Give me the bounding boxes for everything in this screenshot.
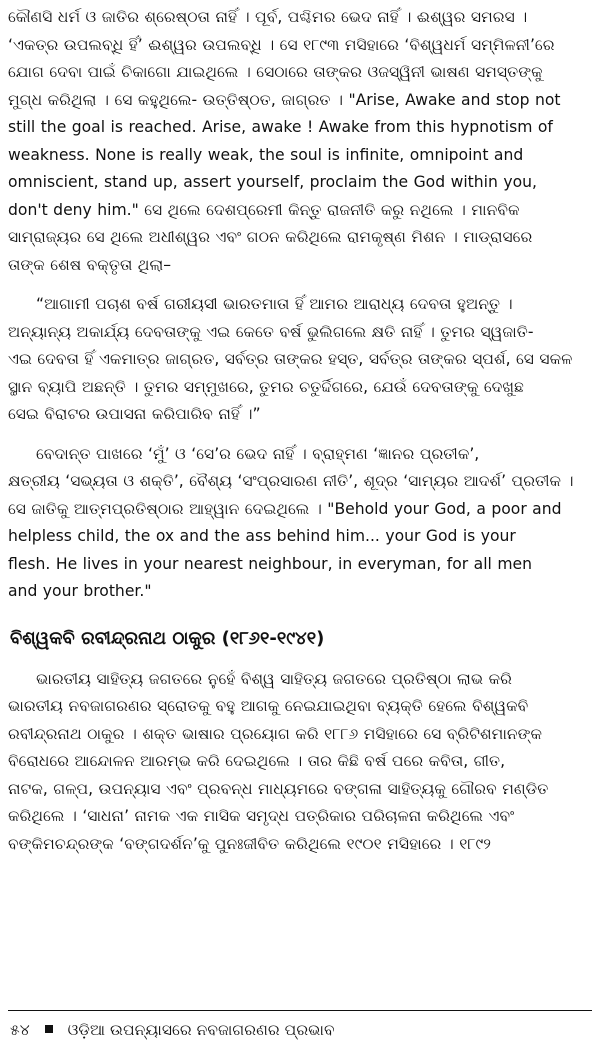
page-footer xyxy=(10,1018,335,1042)
text-line: ରବୀନ୍ଦ୍ରନାଥ ଠାକୁର । ଶକ୍ତ ଭାଷାର ପ୍ରୟୋଗ କରି ୧୮୮୬ ମସିହାରେ ସେ ବ୍ରିଟିଶମାନଙ୍କ xyxy=(8,724,543,743)
text-line: ଅନ୍ୟାନ୍ୟ ଅକାର୍ଯ୍ୟ ଦେବତାଙ୍କୁ ଏଇ କେତେ ବର୍ଷ ଭୁଲିଗଲେ କ୍ଷତି ନାହିଁ । ତୁମର ସ୍ୱଜାତି- xyxy=(8,322,534,341)
text-line: କରିଥିଲେ । ‘ସାଧନା’ ନାମକ ଏକ ମାସିକ ସମୃଦ୍ଧ ପତ୍ରିକାର ପରିଚାଳନା କରିଥିଲେ ଏବଂ xyxy=(8,807,515,825)
text-line: don't deny him." ସେ ଥିଲେ ଦେଶପ୍ରେମୀ କିନ୍ତୁ ରାଜନୀତି କରୁ ନଥିଲେ । ମାନବିକ xyxy=(8,200,520,219)
section-heading: ବିଶ୍ୱକବି ରବୀନ୍ଦ୍ରନାଥ ଠାକୁର (୧୮୬୧-୧୯୪୧) xyxy=(10,627,325,649)
paragraph-vivekananda-intro xyxy=(8,4,592,279)
text-line: ସାମ୍ରାଜ୍ୟର ସେ ଥିଲେ ଅଧୀଶ୍ୱର ଏବଂ ଗଠନ କରିଥିଲେ ରାମକୃଷ୍ଣ ମିଶନ । ମାଡ୍ରାସରେ xyxy=(8,228,533,246)
text-line: କୌଣସି ଧର୍ମ ଓ ଜାତିର ଶ୍ରେଷ୍ଠତା ନାହିଁ । ପୂର୍ବ, ପଶ୍ଚିମର ଭେଦ ନାହିଁ । ଈଶ୍ୱର ସମରସ । xyxy=(8,8,528,26)
text-line: ଭାରତୀୟ ସାହିତ୍ୟ ଜଗତରେ ନୁହେଁ ବିଶ୍ୱ ସାହିତ୍ୟ ଜଗତରେ ପ୍ରତିଷ୍ଠା ଲାଭ କରି xyxy=(36,669,512,688)
paragraph-madras-quote xyxy=(8,291,592,429)
text-line: ନାଟକ, ଗଳ୍ପ, ଉପନ୍ୟାସ ଏବଂ ପ୍ରବନ୍ଧ ମାଧ୍ୟମରେ ବଙ୍ଗଳା ସାହିତ୍ୟକୁ ଗୌରବ ମଣ୍ଡିତ xyxy=(8,779,549,798)
text-line: “ଆଗାମୀ ପଚାଶ ବର୍ଷ ଗରୀୟସୀ ଭାରତମାତା ହିଁ ଆମର ଆରାଧ୍ୟ ଦେବତା ହୁଅନ୍ତୁ । xyxy=(36,295,513,313)
text-line: ବଙ୍କିମଚନ୍ଦ୍ରଙ୍କ ‘ବଙ୍ଗଦର୍ଶନ’କୁ ପୁନଃଜୀବିତ କରିଥିଲେ ୧୯୦୧ ମସିହାରେ । ୧୮୯୨ xyxy=(8,834,492,853)
text-line: କ୍ଷତ୍ରୀୟ ‘ସଭ୍ୟତା ଓ ଶକ୍ତି’, ବୈଶ୍ୟ ‘ସଂପ୍ରସାରଣ ନୀତି’, ଶୂଦ୍ର ‘ସାମ୍ୟର ଆଦର୍ଶ’ ପ୍ରତୀକ । xyxy=(8,472,574,490)
text-line: ‘ଏକତ୍ର ଉପଲବ୍ଧି ହିଁ’ ଈଶ୍ୱର ଉପଲବ୍ଧି । ସେ ୧୮୯୩ ମସିହାରେ ‘ବିଶ୍ୱଧର୍ମ ସମ୍ମିଳନୀ’ରେ xyxy=(8,35,555,54)
text-line: helpless child, the ox and the ass behind him... your God is your xyxy=(8,527,516,545)
paragraph-tagore xyxy=(8,666,592,859)
text-line: ଏଇ ଦେବତା ହିଁ ଏକମାତ୍ର ଜାଗ୍ରତ, ସର୍ବତ୍ର ତାଙ୍କର ହସ୍ତ, ସର୍ବତ୍ର ତାଙ୍କର ସ୍ପର୍ଶ, ସେ ସକଳ xyxy=(8,350,573,368)
text-line: flesh. He lives in your nearest neighbour, in everyman, for all men xyxy=(8,554,533,573)
text-line: ସ୍ଥାନ ବ୍ୟାପି ଅଛନ୍ତି । ତୁମର ସମ୍ମୁଖରେ, ତୁମର ଚତୁର୍ଦ୍ଦିଗରେ, ଯେଉଁ ଦେବତାଙ୍କୁ ଦେଖୁଛ xyxy=(8,377,524,396)
black-square-icon xyxy=(45,1025,53,1033)
footer-divider xyxy=(8,1010,592,1011)
text-line: ତାଙ୍କ ଶେଷ ବକ୍ତୃତା ଥିଲା– xyxy=(8,255,172,274)
text-line: ମୁଗ୍ଧ କରିଥିଲା । ସେ କହୁଥିଲେ- ଉତ୍ତିଷ୍ଠତ, ଜାଗ୍ରତ । "Arise, Awake and stop not xyxy=(8,90,561,109)
text-line: omniscient, stand up, assert yourself, proclaim the God within you, xyxy=(8,173,537,191)
text-line: ସେଇ ବିରାଟର ଉପାସନା କରିପାରିବ ନାହିଁ ।” xyxy=(8,405,261,423)
text-line: weakness. None is really weak, the soul is infinite, omnipoint and xyxy=(8,145,524,164)
paragraph-vedanta xyxy=(8,441,592,606)
page-number: ୫୪ xyxy=(10,1021,30,1039)
text-line: ବେଦାନ୍ତ ପାଖରେ ‘ମୁଁ’ ଓ ‘ସେ’ର ଭେଦ ନାହିଁ । ବ୍ରାହ୍ମଣ ‘ଜ୍ଞାନର ପ୍ରତୀକ’, xyxy=(36,444,480,463)
text-line: and your brother." xyxy=(8,582,152,600)
text-line: still the goal is reached. Arise, awake ! Awake from this hypnotism of xyxy=(8,118,553,136)
text-line: ସେ ଜାତିକୁ ଆତ୍ମପ୍ରତିଷ୍ଠାର ଆହ୍ୱାନ ଦେଇଥିଲେ । "Behold your God, a poor and xyxy=(8,499,562,518)
text-line: ବିରୋଧରେ ଆନ୍ଦୋଳନ ଆରମ୍ଭ କରି ଦେଇଥିଲେ । ତାର କିଛି ବର୍ଷ ପରେ କବିତା, ଗୀତ, xyxy=(8,752,506,770)
text-line: ଭାରତୀୟ ନବଜାଗରଣର ସ୍ରୋତକୁ ବହୁ ଆଗକୁ ନେଇଯାଇଥିବା ବ୍ୟକ୍ତି ହେଲେ ବିଶ୍ୱକବି xyxy=(8,697,529,715)
running-title: ଓଡ଼ିଆ ଉପନ୍ୟାସରେ ନବଜାଗରଣର ପ୍ରଭାବ xyxy=(67,1021,335,1039)
text-line: ଯୋଗ ଦେବା ପାଇଁ ଚିକାଗୋ ଯାଇଥିଲେ । ସେଠାରେ ତାଙ୍କର ଓଜସ୍ୱିନୀ ଭାଷଣ ସମସ୍ତଙ୍କୁ xyxy=(8,63,543,81)
